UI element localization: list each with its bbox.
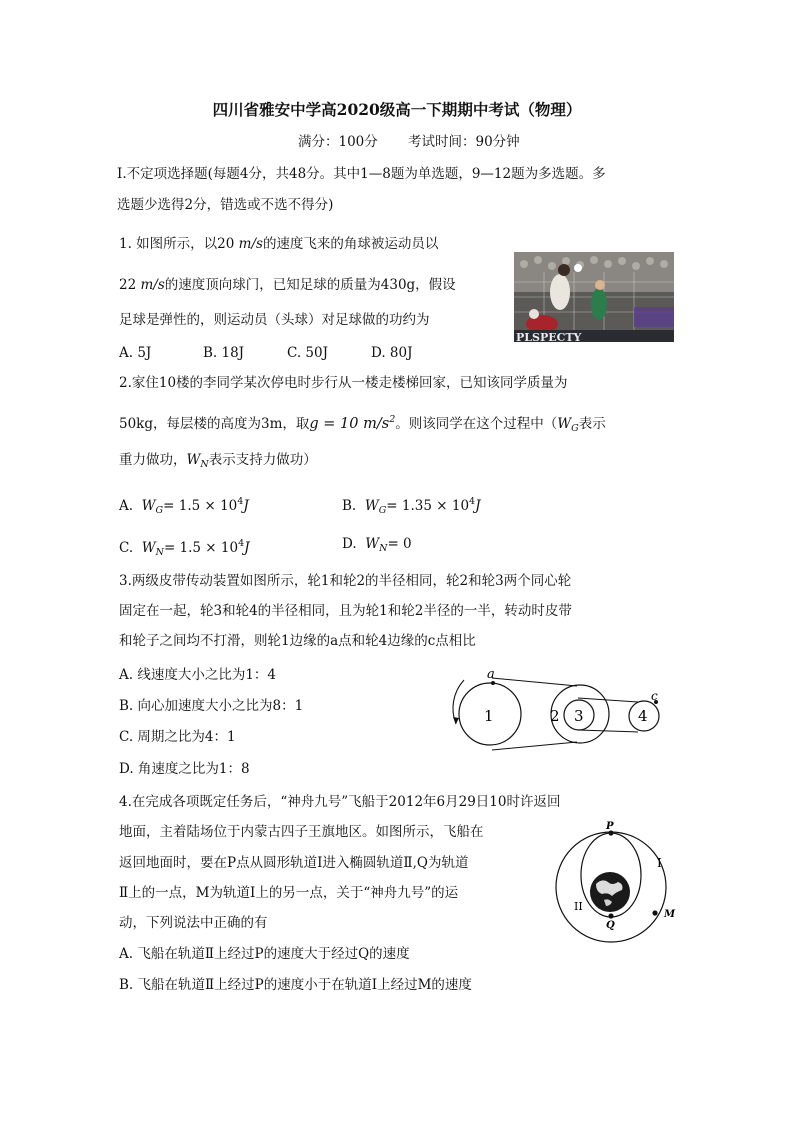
page-title: 四川省雅安中学高2020级高一下期期中考试（物理）	[212, 100, 582, 119]
q1-option-d: D. 80J	[371, 345, 413, 361]
q1-line3: 足球是弹性的，则运动员（头球）对足球做的功约为	[119, 312, 430, 328]
label-Q: Q	[606, 920, 615, 931]
q1-text-a: 1. 如图所示，以	[119, 236, 218, 252]
q4-line4: Ⅱ上的一点，M为轨道Ⅰ上的另一点，关于“神舟九号”的运	[119, 885, 459, 901]
point-M	[652, 910, 657, 915]
q1-text-c: 的速度顶向球门，已知足球的质量为430g，假设	[164, 277, 456, 293]
q2-line1: 2.家住10楼的李同学某次停电时步行从一楼走楼梯回家，已知该同学质量为	[119, 375, 568, 391]
q4-option-b: B. 飞船在轨道Ⅱ上经过P的速度小于在轨道Ⅰ上经过M的速度	[119, 977, 472, 993]
label-a: a	[487, 667, 495, 682]
section-heading-line1: Ⅰ.不定项选择题(每题4分，共48分。其中1—8题为单选题，9—12题为多选题。多	[117, 166, 606, 182]
q4-option-a: A. 飞船在轨道Ⅱ上经过P的速度大于经过Q的速度	[119, 946, 410, 962]
belt-bottom-1-2	[492, 742, 577, 750]
label-wheel-4: 4	[638, 707, 648, 725]
q2-wn-symbol: $W_N$	[186, 452, 209, 470]
exam-time: 考试时间：90分钟	[408, 134, 520, 150]
full-score: 满分：100分	[298, 134, 378, 150]
belt-bottom-3-4	[578, 730, 638, 732]
q3-line3: 和轮子之间均不打滑，则轮1边缘的a点和轮4边缘的c点相比	[119, 633, 476, 649]
q1-option-b: B. 18J	[203, 345, 245, 361]
belt-top-3-4	[578, 698, 638, 702]
q1-option-a: A. 5J	[119, 345, 152, 361]
q2-line2: 50kg，每层楼的高度为3m，取g = 10 $m/s^2$。则该同学在这个过程中（$W_G$表示	[119, 414, 606, 434]
q4-line3: 返回地面时，要在P点从圆形轨道Ⅰ进入椭圆轨道Ⅱ,Q为轨道	[119, 855, 469, 871]
section-heading-line2: 选题少选得2分，错选或不选不得分)	[117, 197, 334, 213]
q1-speed-1: 20 m/s	[217, 236, 263, 252]
q2-option-b: B. $W_G= 1.35 \times 10^4J$	[342, 496, 481, 516]
label-wheel-2: 2	[550, 707, 560, 725]
q3-option-b: B. 向心加速度大小之比为8：1	[119, 698, 304, 714]
point-Q	[608, 913, 613, 918]
q1-line1	[119, 235, 438, 253]
q3-line1: 3.两级皮带传动装置如图所示，轮1和轮2的半径相同，轮2和轮3两个同心轮	[119, 573, 572, 589]
q1-line2	[119, 276, 456, 294]
q2-g-value: g = 10 $m/s^2$	[309, 414, 396, 432]
label-M: M	[664, 909, 676, 920]
rotation-arrow-head	[453, 717, 459, 724]
q1-option-c: C. 50J	[287, 345, 329, 361]
q4-line2: 地面，主着陆场位于内蒙古四子王旗地区。如图所示，飞船在	[119, 824, 484, 840]
label-orbit-II: II	[574, 900, 583, 913]
q3-option-a: A. 线速度大小之比为1：4	[119, 667, 277, 683]
q1-photo-caption: PLSPECTY	[516, 331, 582, 342]
q2-line3: 重力做功，$W_N$表示支持力做功）	[119, 452, 317, 470]
q1-text-b: 的速度飞来的角球被运动员以	[262, 236, 439, 252]
q4-line5: 动，下列说法中正确的有	[119, 915, 268, 931]
q2-option-a: A. $W_G= 1.5 \times 10^4J$	[119, 496, 249, 516]
belt-top-1-2	[492, 678, 577, 686]
label-c: c	[651, 689, 658, 703]
q4-line1: 4.在完成各项既定任务后，“神舟九号”飞船于2012年6月29日10时许返回	[119, 794, 561, 810]
q3-option-c: C. 周期之比为4：1	[119, 729, 236, 745]
q2-option-d: D. $W_N= 0$	[342, 536, 412, 554]
q2-wg-symbol: $W_G$	[557, 416, 579, 434]
label-wheel-3: 3	[574, 707, 584, 725]
q1-speed-2: 22 m/s	[119, 277, 165, 293]
label-P: P	[606, 821, 614, 832]
q2-option-c: C. $W_N= 1.5 \times 10^4J$	[119, 538, 250, 558]
q3-option-d: D. 角速度之比为1：8	[119, 761, 250, 777]
label-wheel-1: 1	[484, 707, 494, 725]
q4-orbit-diagram	[554, 820, 684, 952]
label-orbit-I: I	[657, 856, 662, 870]
q1-football-photo	[514, 252, 674, 342]
q3-belt-diagram	[440, 664, 670, 756]
q3-line2: 固定在一起，轮3和轮4的半径相同，且为轮1和轮2半径的一半，转动时皮带	[119, 603, 572, 619]
